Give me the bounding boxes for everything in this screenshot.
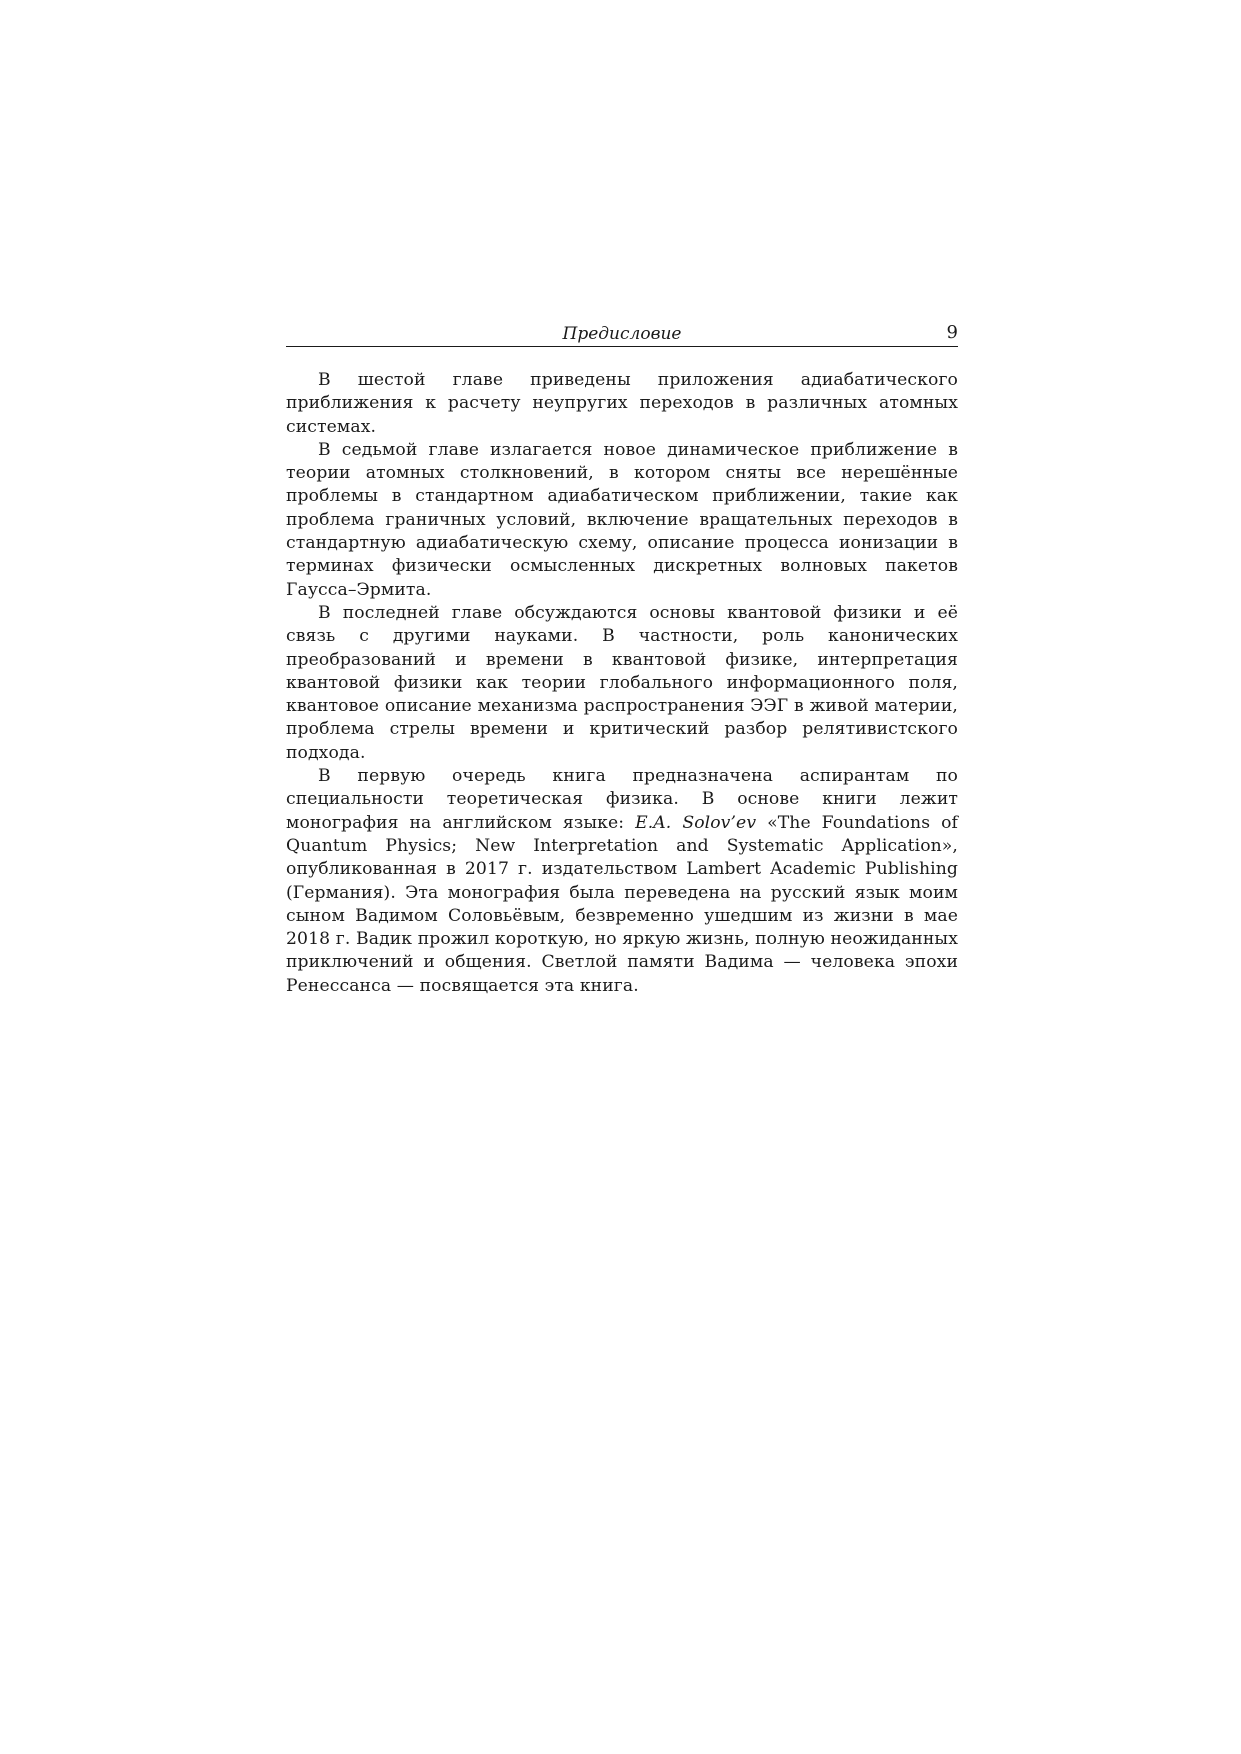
paragraph-text-before-author: В первую очередь книга предназначена аспирантам по специальности теоретическая физика. В основе книги лежит монография на английском языке: — [286, 766, 958, 833]
page-number: 9 — [946, 322, 958, 343]
book-page — [286, 320, 958, 998]
running-title: Предисловие — [562, 324, 682, 344]
paragraph-sixth-chapter: В шестой главе приведены приложения адиабатического приближения к расчету неупругих переходов в различных атомных системах. — [286, 370, 958, 437]
paragraph-seventh-chapter: В седьмой главе излагается новое динамическое приближение в теории атомных столкновений, в котором сняты все нерешённые проблемы в стандартном адиабатическом приближении, такие как проблема граничных условий, включение вращательных переходов в стандартную адиабатическую схему, описание процесса ионизации в терминах физически осмысленных дискретных волновых пакетов Гаусса–Эрмита. — [286, 439, 958, 600]
running-head — [286, 320, 958, 347]
author-name-italic: E.A. Solov’ev — [635, 812, 757, 833]
body-text — [286, 369, 958, 998]
paragraph-audience-dedication — [286, 765, 958, 998]
paragraph-last-chapter: В последней главе обсуждаются основы квантовой физики и её связь с другими науками. В частности, роль канонических преобразований и времени в квантовой физике, интерпретация квантовой физики как теории глобального информационного поля, квантовое описание механизма распространения ЭЭГ в живой материи, проблема стрелы времени и критический разбор релятивистского подхода. — [286, 602, 958, 763]
paragraph-text-after-author: «The Foundations of Quantum Physics; New Interpretation and Systematic Application», опубликованная в 2017 г. издательством Lambert Academic Publishing (Германия). Эта монография была переведена на русский язык моим сыном Вадимом Соловьёвым, безвременно ушедшим из жизни в мае 2018 г. Вадик прожил короткую, но яркую жизнь, полную неожиданных приключений и общения. Светлой памяти Вадима — человека эпохи Ренессанса — посвящается эта книга. — [286, 812, 958, 996]
